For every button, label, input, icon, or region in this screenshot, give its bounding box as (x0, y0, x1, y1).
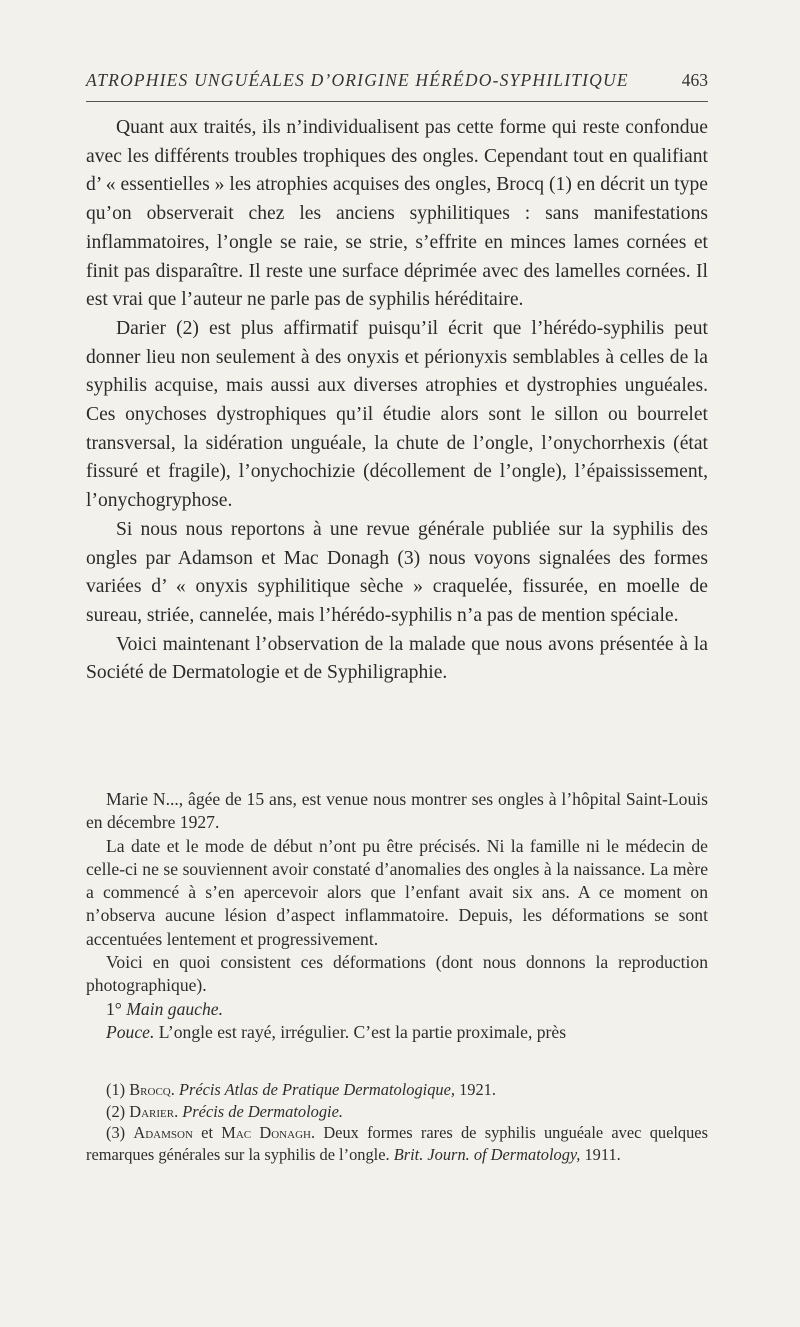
footnote-year: 1921. (459, 1080, 496, 1099)
footnote-year: 1911. (584, 1144, 621, 1164)
running-title: ATROPHIES UNGUÉALES D’ORIGINE HÉRÉDO-SYPHILITIQUE (86, 70, 629, 90)
footnote-text: Deux formes rares de syphilis unguéale avec quelques remarques générales sur la syphilis de l’ongle. (86, 1123, 708, 1164)
page-number: 463 (681, 70, 708, 90)
footnote-author: Mac Donagh. (221, 1123, 316, 1142)
paragraph: La date et le mode de début n’ont pu être précisés. Ni la famille ni le médecin de celle-ci ne se souviennent avoir constaté d’anomalies des ongles à la naissance. La mère a commencé à s’en apercevoir alors que l’enfant avait six ans. A ce moment on n’observa aucune lésion d’aspect inflammatoire. Depuis, les déformations se sont accentuées lentement et progressivement. (86, 835, 708, 949)
footnote-number: (3) (106, 1123, 126, 1142)
footnote-journal: Brit. Journ. of Dermatology, (393, 1144, 581, 1164)
footnote-number: (2) (106, 1101, 126, 1121)
paragraph: Darier (2) est plus affirmatif puisqu’il écrit que l’hérédo-syphilis peut donner lieu non seulement à des onyxis et périonyxis semblables à celles de la syphilis acquise, mais aussi aux diverses atrophies et dystrophies unguéales. Ces onychoses dystrophiques qu’il étudie alors sont le sillon ou bourrelet transversal, la sidération unguéale, la chute de l’ongle, l’onychorrhexis (état fissuré et fragile), l’onychochizie (décollement de l’ongle), l’épaississement, l’onychogryphose. (86, 317, 708, 512)
header-rule (86, 101, 708, 102)
paragraph: Quant aux traités, ils n’individualisent pas cette forme qui reste confondue avec les différents troubles trophiques des ongles. Cependant tout en qualifiant d’ « essentielles » les atrophies acquises des ongles, Brocq (1) en décrit un type qu’on observerait chez les anciens syphilitiques : sans manifestations inflammatoires, l’ongle se raie, se strie, s’effrite en minces lames cornées et finit pas disparaître. Il reste une surface déprimée avec des lamelles cornées. Il est vrai que l’auteur ne parle pas de syphilis héréditaire. (86, 117, 708, 311)
footnote-conjunction: et (201, 1123, 214, 1142)
footnote-author: Brocq. (129, 1080, 175, 1099)
case-observation (86, 788, 708, 1044)
footnote-number: (1) (106, 1080, 126, 1099)
paragraph: Voici en quoi consistent ces déformations (dont nous donnons la reproduction photographique). (86, 952, 708, 996)
footnote-author: Darier. (129, 1101, 179, 1121)
section-heading: Main gauche. (126, 998, 223, 1019)
section-number: 1° (106, 998, 122, 1019)
footnote-author: Adamson (133, 1123, 193, 1142)
paragraph (86, 998, 708, 1021)
paragraph: Voici maintenant l’observation de la malade que nous avons présentée à la Société de Dermatologie et de Syphiligraphie. (86, 633, 708, 684)
running-header (86, 64, 708, 94)
paragraph: Si nous nous reportons à une revue générale publiée sur la syphilis des ongles par Adamson et Mac Donagh (3) nous voyons signalées des formes variées d’ « onyxis syphilitique sèche » craquelée, fissurée, en moelle de sureau, striée, cannelée, mais l’hérédo-syphilis n’a pas de mention spéciale. (86, 518, 708, 626)
footnote-title: Précis de Dermatologie. (182, 1101, 343, 1121)
paragraph: Marie N..., âgée de 15 ans, est venue nous montrer ses ongles à l’hôpital Saint-Louis en décembre 1927. (86, 789, 708, 833)
paragraph-text: L’ongle est rayé, irrégulier. C’est la partie proximale, près (158, 1021, 567, 1042)
subsection-heading: Pouce. (106, 1021, 155, 1042)
footnote (86, 1122, 708, 1165)
main-text (86, 114, 708, 688)
paragraph (86, 1021, 708, 1044)
footnotes (86, 1079, 708, 1165)
footnote (86, 1101, 708, 1123)
footnote (86, 1079, 708, 1101)
footnote-title: Précis Atlas de Pratique Dermatologique, (178, 1080, 455, 1099)
